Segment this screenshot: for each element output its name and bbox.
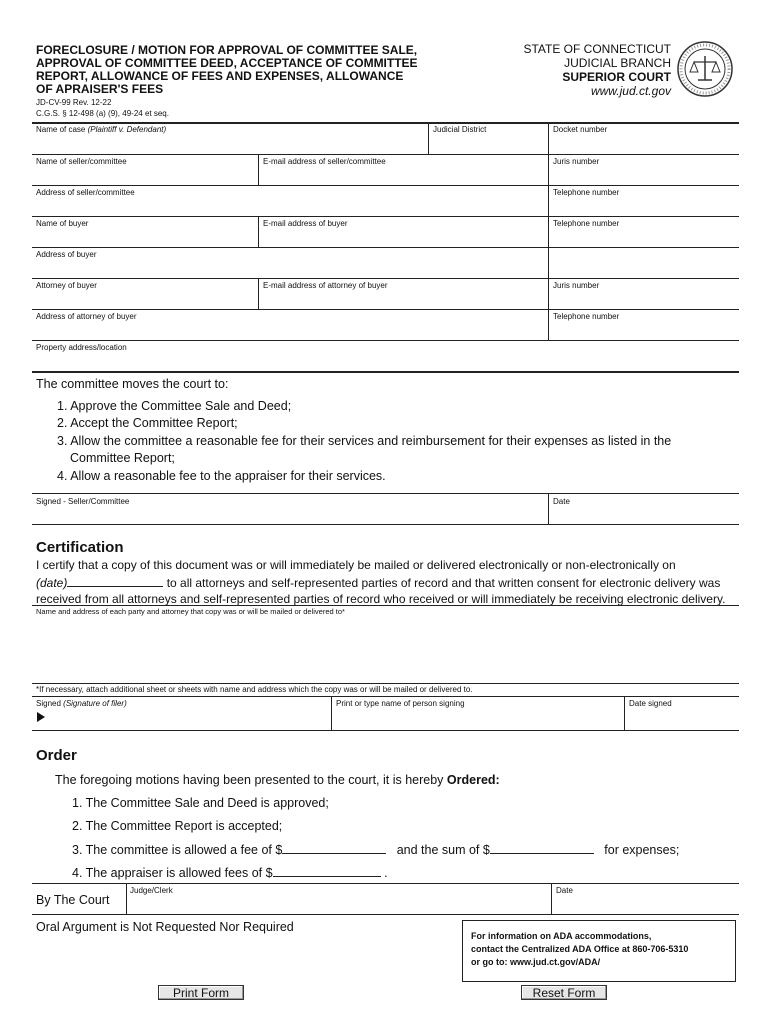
- divider: [32, 309, 739, 310]
- certification-date-blank[interactable]: [67, 575, 163, 587]
- appraiser-fee-blank[interactable]: [273, 865, 381, 877]
- parties-addresses-field[interactable]: Name and address of each party and attorney that copy was or will be mailed or delivered to*: [36, 607, 345, 616]
- divider: [258, 154, 259, 185]
- divider: [32, 605, 739, 606]
- seller-name-field[interactable]: Name of seller/committee: [36, 157, 127, 166]
- form-title-line: OF APRAISER'S FEES: [36, 82, 164, 96]
- divider: [32, 122, 739, 124]
- order-item: 4. The appraiser is allowed fees of $ .: [72, 866, 388, 880]
- branch-name: JUDICIAL BRANCH: [564, 56, 671, 70]
- certification-text: received from all attorneys and self-represented parties of record who received or will immediately be receiving electronic delivery.: [36, 592, 726, 606]
- motion-intro: The committee moves the court to:: [36, 377, 229, 391]
- signer-name-field[interactable]: Print or type name of person signing: [336, 699, 465, 708]
- certification-date-label: (date): [36, 576, 68, 590]
- divider: [32, 493, 739, 494]
- divider: [32, 154, 739, 155]
- judicial-seal-icon: [676, 40, 734, 98]
- court-name: SUPERIOR COURT: [562, 70, 671, 84]
- ordered-label: Ordered:: [446, 773, 500, 787]
- docket-number-field[interactable]: Docket number: [553, 125, 608, 134]
- case-name-hint: (Plaintiff v. Defendant): [87, 125, 167, 134]
- footnote: *If necessary, attach additional sheet or sheets with name and address which the copy was or will be mailed or delivered to.: [36, 685, 473, 694]
- reset-form-button[interactable]: Reset Form: [521, 985, 607, 1000]
- buyer-name-field[interactable]: Name of buyer: [36, 219, 89, 228]
- state-name: STATE OF CONNECTICUT: [523, 42, 671, 56]
- ada-notice-line: or go to: www.jud.ct.gov/ADA/: [471, 957, 601, 967]
- buyer-address-field[interactable]: Address of buyer: [36, 250, 97, 259]
- order-intro-text: The foregoing motions having been presented to the court, it is hereby: [55, 773, 444, 787]
- divider: [32, 683, 739, 684]
- certification-text: [36, 575, 720, 590]
- order-item-text: for expenses;: [604, 843, 680, 857]
- committee-fee-blank[interactable]: [282, 842, 386, 854]
- motion-item: 3. Allow the committee a reasonable fee for their services and reimbursement for their expenses as listed in the: [57, 434, 672, 448]
- filer-signature-field[interactable]: [36, 699, 127, 708]
- divider: [32, 730, 739, 731]
- order-item: [72, 842, 679, 857]
- motion-item: 4. Allow a reasonable fee to the appraiser for their services.: [57, 469, 386, 483]
- form-title-line: REPORT, ALLOWANCE OF FEES AND EXPENSES, ALLOWANCE: [36, 69, 404, 83]
- form-title-line: APPROVAL OF COMMITTEE DEED, ACCEPTANCE OF COMMITTEE: [36, 56, 418, 70]
- form-number: JD-CV-99 Rev. 12-22: [36, 98, 112, 107]
- committee-signature-field[interactable]: Signed - Seller/Committee: [36, 497, 130, 506]
- divider: [258, 216, 259, 247]
- statute-reference: C.G.S. § 12-498 (a) (9), 49-24 et seq.: [36, 109, 169, 118]
- by-the-court-label: By The Court: [36, 893, 110, 907]
- order-item: 1. The Committee Sale and Deed is approved;: [72, 796, 329, 810]
- divider: [258, 278, 259, 309]
- divider: [548, 493, 549, 524]
- case-name-field[interactable]: [36, 125, 166, 134]
- oral-argument-notice: Oral Argument is Not Requested Nor Required: [36, 920, 294, 934]
- attorney-address-field[interactable]: Address of attorney of buyer: [36, 312, 137, 321]
- divider: [32, 524, 739, 525]
- order-heading: Order: [36, 747, 77, 764]
- order-intro: [55, 773, 500, 787]
- certification-heading: Certification: [36, 539, 124, 556]
- divider: [331, 696, 332, 730]
- divider: [32, 247, 739, 248]
- order-item-text: 4. The appraiser is allowed fees of $: [72, 866, 273, 880]
- form-title-line: FORECLOSURE / MOTION FOR APPROVAL OF COMMITTEE SALE,: [36, 43, 418, 57]
- divider: [32, 883, 739, 884]
- buyer-attorney-field[interactable]: Attorney of buyer: [36, 281, 97, 290]
- expenses-sum-blank[interactable]: [490, 842, 594, 854]
- case-name-label: Name of case: [36, 125, 86, 134]
- ada-notice-line: contact the Centralized ADA Office at 860-706-5310: [471, 944, 689, 954]
- divider: [32, 371, 739, 373]
- motion-item: 1. Approve the Committee Sale and Deed;: [57, 399, 292, 413]
- buyer-attorney-email-field[interactable]: E-mail address of attorney of buyer: [263, 281, 388, 290]
- sign-here-arrow-icon: [37, 712, 45, 722]
- order-item: 2. The Committee Report is accepted;: [72, 819, 283, 833]
- juris-number-field[interactable]: Juris number: [553, 157, 600, 166]
- certification-text-rest: to all attorneys and self-represented parties of record and that written consent for electronic delivery was: [166, 576, 721, 590]
- order-item-text: and the sum of $: [396, 843, 490, 857]
- motion-date-field[interactable]: Date: [553, 497, 570, 506]
- ada-notice-line: For information on ADA accommodations,: [471, 931, 652, 941]
- telephone-field[interactable]: Telephone number: [553, 188, 620, 197]
- court-website: www.jud.ct.gov: [590, 84, 671, 98]
- judicial-district-field[interactable]: Judicial District: [433, 125, 487, 134]
- divider: [551, 883, 552, 914]
- date-signed-field[interactable]: Date signed: [629, 699, 672, 708]
- divider: [428, 122, 429, 154]
- telephone-field[interactable]: Telephone number: [553, 312, 620, 321]
- order-item-text: 3. The committee is allowed a fee of $: [72, 843, 283, 857]
- divider: [32, 696, 739, 697]
- motion-item: 2. Accept the Committee Report;: [57, 416, 238, 430]
- certification-text: I certify that a copy of this document was or will immediately be mailed or delivered electronically or non-electronically on: [36, 558, 676, 572]
- buyer-email-field[interactable]: E-mail address of buyer: [263, 219, 348, 228]
- divider: [624, 696, 625, 730]
- seller-address-field[interactable]: Address of seller/committee: [36, 188, 135, 197]
- divider: [32, 340, 739, 341]
- divider: [126, 883, 127, 914]
- seller-email-field[interactable]: E-mail address of seller/committee: [263, 157, 386, 166]
- divider: [32, 914, 739, 915]
- form-title: [36, 44, 466, 96]
- judge-clerk-field[interactable]: Judge/Clerk: [130, 886, 173, 895]
- divider: [32, 278, 739, 279]
- divider: [548, 122, 549, 340]
- divider: [32, 185, 739, 186]
- order-date-field[interactable]: Date: [556, 886, 573, 895]
- divider: [32, 216, 739, 217]
- filer-signature-hint: (Signature of filer): [63, 699, 127, 708]
- motion-item-continued: Committee Report;: [70, 451, 175, 465]
- property-address-field[interactable]: Property address/location: [36, 343, 127, 352]
- print-form-button[interactable]: Print Form: [158, 985, 244, 1000]
- telephone-field[interactable]: Telephone number: [553, 219, 620, 228]
- ada-notice: [462, 920, 736, 982]
- juris-number-field[interactable]: Juris number: [553, 281, 600, 290]
- filer-signature-label: Signed: [36, 699, 61, 708]
